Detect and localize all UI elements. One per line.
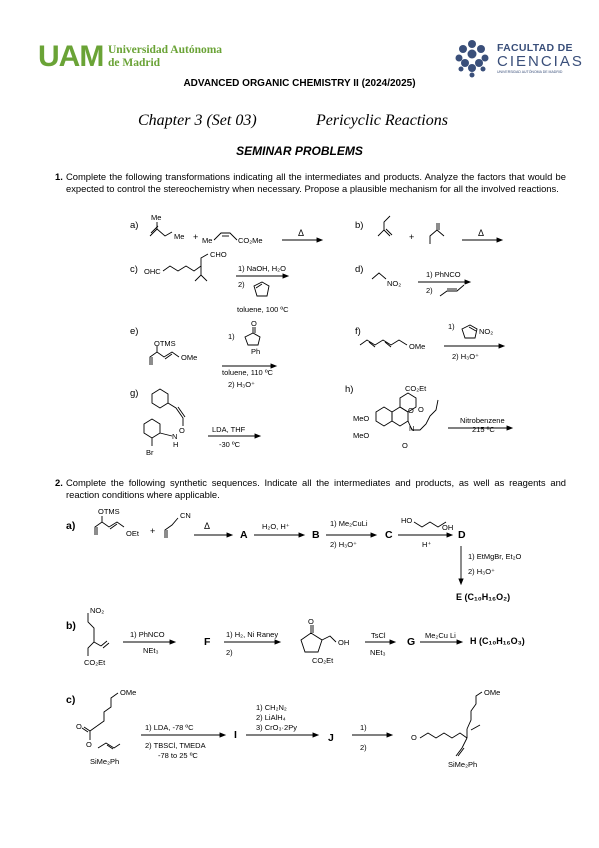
q2c-o2: O [86,740,92,749]
q1a-co2me: CO₂Me [238,236,263,245]
q2a-cn: CN [180,511,191,520]
q1a-label: a) [130,220,139,231]
q2b-product-h: H (C₁₀H₁₆O₃) [470,636,525,646]
q1g-n: N [172,432,178,441]
q2a-product-e: E (C₁₀H₁₆O₂) [456,592,511,602]
q2b-net3: NEt₃ [370,648,386,657]
course-title: ADVANCED ORGANIC CHEMISTRY II (2024/2025) [183,78,416,89]
q2b-cond-f2: 2) [226,648,233,657]
q2a-product-c: C [385,529,393,541]
q2c-o3: O [411,733,417,742]
q1c-label: c) [130,264,138,275]
q1f-step1: 1) [448,322,455,331]
q2c-step2b: -78 to 25 ºC [158,751,198,760]
q2c-product-j: J [328,732,334,744]
q1g-h: H [173,440,179,449]
q2c-j1: 1) [360,723,367,732]
q2c-o1: O [76,722,82,731]
q2a-cond-bc2: 2) H₃O⁺ [330,540,358,549]
q1b-plus: + [409,232,415,242]
q2c-simeph2: SiMe₂Ph [448,760,478,769]
q2a-oh: OH [442,523,454,532]
q2a-plus: + [150,526,156,536]
q2a-delta: Δ [204,521,211,531]
q1a-me-left: Me [202,236,213,245]
q2a-cond-de1: 1) EtMgBr, Et₂O [468,552,522,561]
q1g-reagent: LDA, THF [212,425,246,434]
q2b-co2et: CO₂Et [84,658,106,667]
q2a-product-a: A [240,529,248,541]
q1d-label: d) [355,264,364,275]
q1e-ph: Ph [251,347,261,356]
q2c-i3: 3) CrO₃·2Py [256,723,297,732]
q2b-step2: NEt₃ [143,646,159,655]
cyclopentanone-2b [301,633,322,652]
q1e-step1: 1) [228,332,235,341]
q2a-cond-cd: H⁺ [422,540,432,549]
diene-1a [150,229,172,236]
q2c-i1: 1) CH₂N₂ [256,703,287,712]
q1e-step2: 2) H₃O⁺ [228,380,256,389]
q1g-o: O [179,426,185,435]
q1d-step2: 2) [426,286,433,295]
q2a-oet: OEt [126,529,139,538]
q1a-plus: + [193,232,199,242]
q1f-step2: 2) H₃O⁺ [452,352,480,361]
q1c-step2: 2) [238,280,245,289]
topic-title: Pericyclic Reactions [316,112,448,129]
q1e-ome: OMe [181,353,198,362]
q2c-ome2: OMe [484,688,501,697]
q1h-label: h) [345,384,354,395]
faculty-logo: FACULTAD DE CIENCIAS UNIVERSIDAD AUTÓNOMA DE MADRID [450,38,580,78]
q1f-no2: NO₂ [479,327,494,336]
q2-number: 2. [55,477,63,488]
q2b-o: O [308,617,314,626]
seminar-heading: SEMINAR PROBLEMS [236,144,363,158]
q2c-j2: 2) [360,743,367,752]
q2b-oh: OH [338,638,350,647]
q1a-me-top: Me [151,213,162,222]
q1d-step1: 1) PhNCO [426,270,461,279]
q2c-step2: 2) TBSCl, TMEDA [145,741,206,750]
q1e-o: O [251,319,257,328]
q2b-me2culi: Me₂Cu Li [425,631,456,640]
q2a-label: a) [66,520,76,532]
q2c-i2: 2) LiAlH₄ [256,713,286,722]
q2b-product-g: G [407,636,416,648]
q1g-temp: -30 ºC [219,440,241,449]
q1-number: 1. [55,171,63,182]
q2c-ome: OMe [120,688,137,697]
q2c-label: c) [66,694,76,706]
uam-logo-mark: UAM [38,40,104,73]
q1h-n: N [409,424,415,433]
q2a-cond-de2: 2) H₃O⁺ [468,567,496,576]
q1h-co2et: CO₂Et [405,384,427,393]
q1c-ohc: OHC [144,267,161,276]
arene-1h [376,407,392,426]
q1c-solvent: toluene, 100 ºC [237,305,289,314]
q2-text: Complete the following synthetic sequences. Indicate all the intermediates and products, as well as reagents and reaction conditions where applicable. [66,477,566,500]
q1e-label: e) [130,326,139,337]
q1g-label: g) [130,388,139,399]
q1-text: Complete the following transformations indicating all the intermediates and products. Analyze the factors that would be expected to control the stereochemistry when necessary. Propose a plausible mechanism for all the involved reactions. [66,171,566,194]
q1e-solvent: toluene, 110 ºC [222,368,273,377]
q1g-br: Br [146,448,154,457]
q1h-temp: 215 ºC [472,425,495,434]
q2a-ho: HO [401,516,413,525]
q2b-co2et2: CO₂Et [312,656,334,665]
q2b-no2: NO₂ [90,606,105,615]
q2b-product-f: F [204,636,211,648]
q2a-product-b: B [312,529,320,541]
q1c-cho: CHO [210,250,227,259]
uam-logo-text: Universidad Autónoma de Madrid [108,44,223,69]
q2c-product-i: I [234,729,237,741]
q1h-o3: O [402,441,408,450]
q1h-solvent: Nitrobenzene [460,416,505,425]
q2b-tscl: TsCl [371,631,386,640]
q2b-label: b) [66,620,76,632]
q1e-otms: OTMS [154,339,176,348]
q2c-simeph: SiMe₂Ph [90,757,120,766]
q2a-cond-bc1: 1) Me₂CuLi [330,519,368,528]
q2b-cond-f1: 1) H₂, Ni Raney [226,630,279,639]
phenyl-ring-1g [152,389,168,408]
q1h-o2: O [408,406,414,415]
q1h-meo1: MeO [353,414,370,423]
q2c-step1: 1) LDA, -78 ºC [145,723,194,732]
q2a-cond-ab: H₂O, H⁺ [262,522,290,531]
q1a-condition: Δ [298,228,305,238]
q1d-no2: NO₂ [387,279,402,288]
q1c-step1: 1) NaOH, H₂O [238,264,286,273]
q1f-ome: OMe [409,342,426,351]
q1a-me-right-text: Me [174,232,185,241]
q2b-step1: 1) PhNCO [130,630,165,639]
q1b-label: b) [355,220,364,231]
q2a-product-d: D [458,529,466,541]
q1h-o1: O [418,405,424,414]
chapter-title: Chapter 3 (Set 03) [138,112,257,129]
q1f-label: f) [355,326,361,337]
q1h-meo2: MeO [353,431,370,440]
q1b-condition: Δ [478,228,485,238]
q2a-otms: OTMS [98,507,120,516]
